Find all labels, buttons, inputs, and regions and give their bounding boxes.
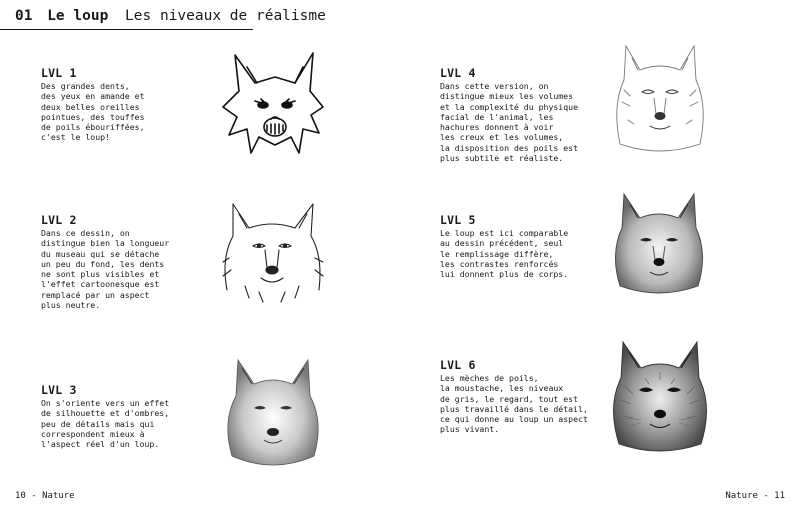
- level-3-title: LVL 3: [41, 383, 77, 397]
- wolf-illustration-level-1: [215, 45, 335, 160]
- wolf-illustration-level-4: [610, 40, 710, 160]
- wolf-illustration-level-5: [610, 188, 708, 300]
- level-4-description: Dans cette version, on distingue mieux les volumes et la complexité du physique facial de l'animal, les hachures donnent à voir les creux et les volumes, la disposition des poils est plus subtile et réaliste.: [440, 81, 579, 164]
- level-2-title: LVL 2: [41, 213, 77, 227]
- level-4-title: LVL 4: [440, 66, 476, 80]
- wolf-illustration-level-2: [215, 198, 330, 303]
- header-rule: [0, 29, 253, 30]
- level-1-description: Des grandes dents, des yeux en amande et deux belles oreilles pointues, des touffes de poils ébouriffées, c'est le loup!: [41, 81, 145, 143]
- chapter-subtitle: Les niveaux de réalisme: [125, 8, 326, 24]
- chapter-title: Le loup: [47, 8, 109, 24]
- level-2-description: Dans ce dessin, on distingue bien la longueur du museau qui se détache un peu du fond, les dents ne sont plus visibles et l'effet cartoonesque est remplacé par un aspect plus neutre.: [41, 228, 170, 311]
- level-6-title: LVL 6: [440, 358, 476, 372]
- page-folio-right: Nature - 11: [725, 491, 785, 501]
- chapter-header: [15, 8, 326, 24]
- wolf-illustration-level-3: [218, 352, 328, 472]
- level-5-title: LVL 5: [440, 213, 476, 227]
- wolf-illustration-level-6: [605, 338, 715, 458]
- level-1-title: LVL 1: [41, 66, 77, 80]
- level-6-description: Les mèches de poils, la moustache, les niveaux de gris, le regard, tout est plus travaillé dans le détail, ce qui donne au loup un aspect plus vivant.: [440, 373, 588, 435]
- chapter-number: 01: [15, 8, 33, 24]
- page-folio-left: 10 - Nature: [15, 491, 75, 501]
- level-5-description: Le loup est ici comparable au dessin précédent, seul le remplissage diffère, les contrastes renforcés lui donnent plus de corps.: [440, 228, 569, 280]
- level-3-description: On s'oriente vers un effet de silhouette et d'ombres, peu de détails mais qui correspondent mieux à l'aspect réel d'un loup.: [41, 398, 170, 450]
